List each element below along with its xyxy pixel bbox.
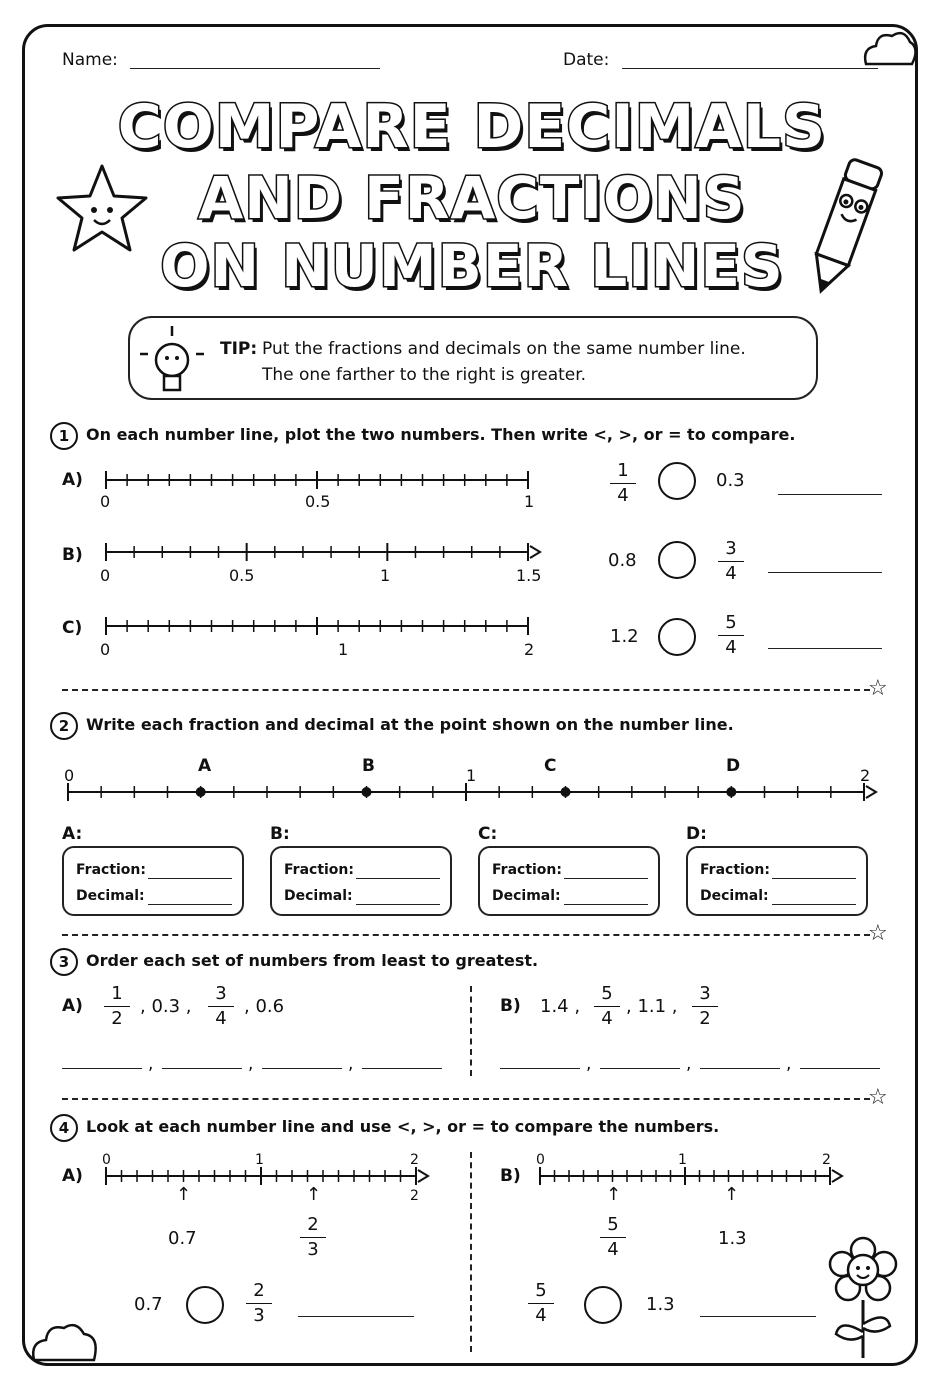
q1c-tick-2: 2: [524, 640, 535, 659]
flower-icon: [828, 1232, 898, 1362]
q1b-tick-1: 1: [380, 566, 391, 585]
tip-line-2: The one farther to the right is greater.: [262, 365, 587, 385]
fraction-label: Fraction:: [492, 862, 562, 878]
q4a-compare-decimal: 0.7: [134, 1294, 163, 1315]
up-arrow-icon: ↑: [176, 1184, 192, 1205]
q1c-tick-0: 0: [100, 640, 111, 659]
q2-point-a: A: [198, 756, 212, 776]
q4b-number-line: [540, 1164, 850, 1194]
question-2-number: 2: [50, 712, 78, 740]
star-icon: ☆: [868, 1085, 888, 1110]
decimal-answer-line[interactable]: [772, 904, 856, 905]
q3b-answer-4[interactable]: [800, 1068, 880, 1069]
q4b-label: B): [500, 1166, 521, 1186]
up-arrow-icon: ↑: [606, 1184, 622, 1205]
q3b-sep-3: ,: [786, 1054, 792, 1074]
decimal-label: Decimal:: [76, 888, 145, 904]
name-label: Name:: [62, 50, 118, 70]
q2-point-c: C: [544, 756, 557, 776]
q1a-compare-circle[interactable]: [658, 462, 696, 500]
date-field[interactable]: [622, 68, 878, 69]
q3a-answer-3[interactable]: [262, 1068, 342, 1069]
q3b-sep-1: ,: [586, 1054, 592, 1074]
decimal-label: Decimal:: [492, 888, 561, 904]
q3b-answer-1[interactable]: [500, 1068, 580, 1069]
q4b-compare-circle[interactable]: [584, 1286, 622, 1324]
q2-point-b: B: [362, 756, 375, 776]
q1-row-c-label: C): [62, 618, 83, 638]
q3b-sep-2: ,: [686, 1054, 692, 1074]
q3a-sep-1: ,: [148, 1054, 154, 1074]
question-3-instruction: Order each set of numbers from least to greatest.: [86, 951, 539, 970]
q4-column-divider: [470, 1152, 472, 1352]
bush-icon: [30, 1318, 100, 1362]
question-3-number: 3: [50, 948, 78, 976]
q1c-fraction: 5 4: [716, 612, 746, 659]
star-icon: ☆: [868, 676, 888, 701]
q1-number-line-c[interactable]: [106, 606, 536, 646]
q3a-answer-2[interactable]: [162, 1068, 242, 1069]
pencil-mascot-icon: [800, 150, 890, 300]
q3b-answer-2[interactable]: [600, 1068, 680, 1069]
fraction-label: Fraction:: [76, 862, 146, 878]
decimal-answer-line[interactable]: [356, 904, 440, 905]
fraction-answer-line[interactable]: [356, 878, 440, 879]
question-1-instruction: On each number line, plot the two numbers. Then write <, >, or = to compare.: [86, 425, 796, 444]
title-line-2: AND FRACTIONS: [198, 164, 746, 232]
arrow-head-icon: [530, 546, 540, 558]
q1b-tick-0: 0: [100, 566, 111, 585]
q2-box-c: [478, 846, 660, 916]
q4b-tick-2: 2: [822, 1152, 831, 1168]
q4b-arrow-2-value: 1.3: [718, 1228, 747, 1249]
q1a-tick-half: 0.5: [305, 492, 331, 511]
point-dot: [196, 787, 206, 797]
q4b-compare-decimal: 1.3: [646, 1294, 675, 1315]
point-dot: [726, 787, 736, 797]
q3a-fraction-1: 1 2: [102, 983, 132, 1030]
q4a-arrow-2-fraction: 2 3: [298, 1214, 328, 1261]
q4a-number-line: [106, 1164, 438, 1194]
q4a-tick-0: 0: [102, 1152, 111, 1168]
q4a-tick-2-below: 2: [410, 1188, 419, 1204]
q1b-compare-circle[interactable]: [658, 541, 696, 579]
q1c-decimal: 1.2: [610, 626, 639, 647]
question-2-instruction: Write each fraction and decimal at the point shown on the number line.: [86, 715, 734, 734]
q2-box-d: [686, 846, 868, 916]
question-4-number: 4: [50, 1114, 78, 1142]
q3a-fraction-2: 3 4: [206, 983, 236, 1030]
q1a-fraction: 1 4: [608, 460, 638, 507]
name-field[interactable]: [130, 68, 380, 69]
q4a-tick-2: 2: [410, 1152, 419, 1168]
q2-label-1: 1: [466, 766, 477, 785]
q1a-decimal: 0.3: [716, 470, 745, 491]
q4a-compare-circle[interactable]: [186, 1286, 224, 1324]
star-icon: ☆: [868, 921, 888, 946]
q3a-sep-3: ,: [348, 1054, 354, 1074]
q1-row-a-label: A): [62, 470, 83, 490]
q3a-sep-2: ,: [248, 1054, 254, 1074]
q3b-start-value: 1.4 ,: [540, 996, 581, 1017]
q3b-fraction-2: 3 2: [690, 983, 720, 1030]
q1a-answer-line[interactable]: [778, 494, 882, 495]
q3b-mid-values: , 1.1 ,: [626, 996, 678, 1017]
point-dot: [362, 787, 372, 797]
q4b-tick-0: 0: [536, 1152, 545, 1168]
q4b-tick-1: 1: [678, 1152, 687, 1168]
q1b-tick-1-5: 1.5: [516, 566, 542, 585]
q2-point-d: D: [726, 756, 741, 776]
section-divider-2: [62, 934, 870, 936]
point-dot: [561, 787, 571, 797]
decimal-label: Decimal:: [284, 888, 353, 904]
q4b-answer-line[interactable]: [700, 1316, 816, 1317]
q1b-answer-line[interactable]: [768, 572, 882, 573]
up-arrow-icon: ↑: [724, 1184, 740, 1205]
fraction-label: Fraction:: [700, 862, 770, 878]
q2-box-b: [270, 846, 452, 916]
q3a-answer-4[interactable]: [362, 1068, 442, 1069]
q3a-answer-1[interactable]: [62, 1068, 142, 1069]
q2-label-2: 2: [860, 766, 871, 785]
q1b-fraction: 3 4: [716, 538, 746, 585]
q4b-arrow-1-fraction: 5 4: [598, 1214, 628, 1261]
q2-box-a: [62, 846, 244, 916]
arrow-head-icon: [418, 1170, 428, 1182]
question-4-instruction: Look at each number line and use <, >, or = to compare the numbers.: [86, 1117, 720, 1136]
q1-number-line-b[interactable]: [106, 534, 556, 574]
q4a-arrow-1-value: 0.7: [168, 1228, 197, 1249]
star-mascot-icon: [46, 158, 156, 258]
q1c-tick-1: 1: [338, 640, 349, 659]
arrow-head-icon: [866, 786, 876, 798]
fraction-answer-line[interactable]: [772, 878, 856, 879]
date-label: Date:: [563, 50, 610, 70]
q3a-mid-values: , 0.3 ,: [140, 996, 192, 1017]
tip-label: TIP:: [220, 339, 258, 359]
q3b-label: B): [500, 996, 521, 1016]
q2-label-0: 0: [64, 766, 75, 785]
q1a-tick-1: 1: [524, 492, 535, 511]
q1-row-b-label: B): [62, 545, 83, 565]
title-line-3: ON NUMBER LINES: [160, 232, 784, 300]
q1a-tick-0: 0: [100, 492, 111, 511]
q4a-label: A): [62, 1166, 83, 1186]
q4a-compare-fraction: 2 3: [244, 1280, 274, 1327]
q3a-label: A): [62, 996, 83, 1016]
q1c-answer-line[interactable]: [768, 648, 882, 649]
arrow-head-icon: [832, 1170, 842, 1182]
section-divider-3: [62, 1098, 870, 1100]
q2-box-d-label: D:: [686, 824, 707, 844]
q3-column-divider: [470, 986, 472, 1076]
q1b-tick-half: 0.5: [229, 566, 255, 585]
lightbulb-icon: [142, 324, 202, 406]
question-1-number: 1: [50, 422, 78, 450]
fraction-answer-line[interactable]: [148, 878, 232, 879]
q3b-fraction-1: 5 4: [592, 983, 622, 1030]
q3a-end-value: , 0.6: [244, 996, 285, 1017]
q4a-tick-1: 1: [255, 1152, 264, 1168]
q1c-compare-circle[interactable]: [658, 618, 696, 656]
decimal-answer-line[interactable]: [148, 904, 232, 905]
q3b-answer-3[interactable]: [700, 1068, 780, 1069]
q1b-decimal: 0.8: [608, 550, 637, 571]
decimal-label: Decimal:: [700, 888, 769, 904]
q2-box-c-label: C:: [478, 824, 498, 844]
up-arrow-icon: ↑: [306, 1184, 322, 1205]
decimal-answer-line[interactable]: [564, 904, 648, 905]
cloud-icon: [860, 26, 918, 70]
q4a-answer-line[interactable]: [298, 1316, 414, 1317]
q4b-compare-fraction: 5 4: [526, 1280, 556, 1327]
q2-box-a-label: A:: [62, 824, 83, 844]
fraction-label: Fraction:: [284, 862, 354, 878]
q2-box-b-label: B:: [270, 824, 290, 844]
fraction-answer-line[interactable]: [564, 878, 648, 879]
tip-line-1: Put the fractions and decimals on the same number line.: [262, 339, 746, 359]
section-divider-1: [62, 689, 870, 691]
title-line-1: COMPARE DECIMALS: [117, 92, 827, 162]
